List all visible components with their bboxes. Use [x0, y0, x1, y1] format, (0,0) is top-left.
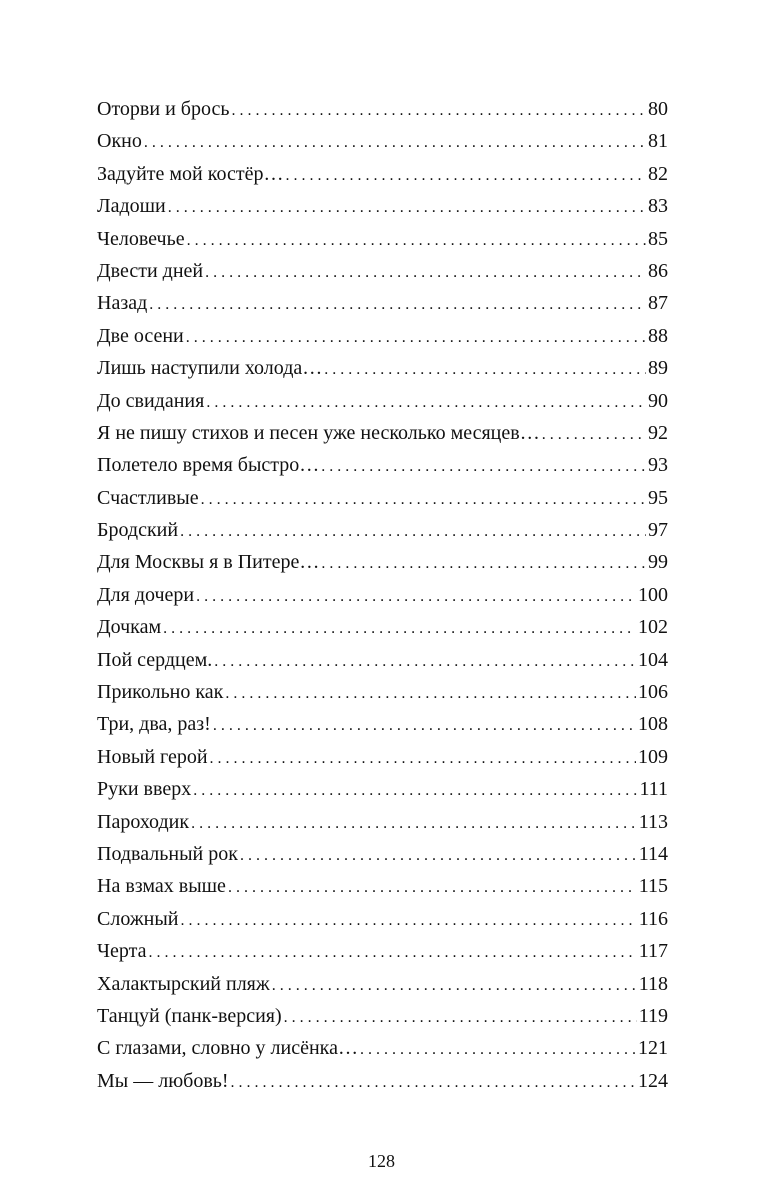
- toc-entry: [97, 385, 668, 417]
- toc-entry-title: Для дочери: [97, 583, 195, 606]
- dot-leader: [240, 840, 637, 872]
- toc-entry-title: Дочкам: [97, 616, 162, 639]
- toc-entry: [97, 806, 668, 838]
- toc-entry-title: Для Москвы я в Питере…: [97, 551, 320, 574]
- toc-entry-title: Халактырский пляж: [97, 972, 270, 995]
- toc-entry: [97, 158, 668, 190]
- toc-entry: [97, 968, 668, 1000]
- toc-entry: [97, 320, 668, 352]
- toc-entry-title: Подвальный рок: [97, 842, 238, 865]
- toc-entry-page: 124: [638, 1069, 668, 1092]
- toc-entry: [97, 903, 668, 935]
- table-of-contents: [97, 93, 668, 1097]
- toc-entry: [97, 741, 668, 773]
- toc-entry-title: Две осени: [97, 324, 184, 347]
- toc-entry: [97, 546, 668, 578]
- toc-entry-title: Ладоши: [97, 195, 166, 218]
- toc-entry: [97, 352, 668, 384]
- toc-entry-page: 117: [638, 940, 668, 963]
- dot-leader: [210, 743, 636, 775]
- toc-entry-page: 100: [638, 583, 668, 606]
- toc-entry-title: Три, два, раз!: [97, 713, 211, 736]
- dot-leader: [228, 872, 637, 904]
- toc-entry-title: До свидания: [97, 389, 205, 412]
- toc-entry-page: 109: [638, 745, 668, 768]
- toc-entry-page: 119: [638, 1004, 668, 1027]
- dot-leader: [206, 387, 646, 419]
- toc-entry-title: Мы — любовь!: [97, 1069, 229, 1092]
- toc-entry-title: Новый герой: [97, 745, 208, 768]
- toc-entry: [97, 676, 668, 708]
- toc-entry-page: 111: [639, 778, 668, 801]
- toc-entry-page: 113: [638, 810, 668, 833]
- toc-entry-title: Двести дней: [97, 259, 204, 282]
- toc-entry-page: 90: [648, 389, 668, 412]
- dot-leader: [149, 289, 646, 321]
- toc-entry: [97, 93, 668, 125]
- toc-entry: [97, 1000, 668, 1032]
- toc-entry-page: 116: [638, 907, 668, 930]
- dot-leader: [360, 1034, 636, 1066]
- toc-entry-title: Оторви и брось: [97, 98, 230, 120]
- toc-entry-page: 106: [638, 681, 668, 704]
- toc-entry-title: Руки вверх: [97, 778, 192, 801]
- dot-leader: [168, 192, 646, 224]
- toc-entry-title: На взмах выше: [97, 875, 226, 898]
- toc-entry: [97, 870, 668, 902]
- toc-entry-page: 108: [638, 713, 668, 736]
- dot-leader: [324, 354, 646, 386]
- toc-entry-title: С глазами, словно у лисёнка…: [97, 1037, 358, 1060]
- toc-entry-page: 81: [648, 130, 668, 153]
- toc-entry-title: Пой сердцем.: [97, 648, 213, 671]
- toc-entry-title: Назад: [97, 292, 148, 315]
- toc-entry: [97, 1065, 668, 1097]
- toc-entry-page: 95: [648, 486, 668, 509]
- toc-entry-title: Танцуй (панк-версия): [97, 1004, 282, 1027]
- toc-entry: [97, 255, 668, 287]
- toc-entry: [97, 449, 668, 481]
- dot-leader: [542, 419, 646, 451]
- dot-leader: [231, 1067, 636, 1099]
- dot-leader: [231, 95, 646, 127]
- toc-entry-title: Полетело время быстро…: [97, 454, 320, 477]
- toc-entry-title: Сложный: [97, 907, 179, 930]
- dot-leader: [193, 775, 637, 807]
- toc-entry-title: Черта: [97, 940, 147, 963]
- page-number: 128: [368, 1151, 395, 1171]
- toc-entry: [97, 838, 668, 870]
- toc-entry-page: 114: [638, 842, 668, 865]
- dot-leader: [201, 484, 646, 516]
- toc-entry: [97, 579, 668, 611]
- toc-entry: [97, 935, 668, 967]
- toc-entry-title: Окно: [97, 130, 142, 153]
- dot-leader: [284, 1002, 637, 1034]
- toc-entry-title: Бродский: [97, 519, 179, 542]
- toc-entry-title: Я не пишу стихов и песен уже несколько месяцев…: [97, 421, 540, 444]
- dot-leader: [205, 257, 646, 289]
- toc-entry: [97, 708, 668, 740]
- dot-leader: [214, 646, 636, 678]
- toc-entry: [97, 417, 668, 449]
- dot-leader: [213, 710, 636, 742]
- toc-entry: [97, 644, 668, 676]
- toc-entry-page: 85: [648, 227, 668, 250]
- toc-entry: [97, 514, 668, 546]
- dot-leader: [196, 581, 636, 613]
- dot-leader: [285, 160, 646, 192]
- toc-entry: [97, 611, 668, 643]
- toc-entry: [97, 287, 668, 319]
- toc-entry-page: 82: [648, 162, 668, 185]
- toc-entry-page: 80: [648, 98, 668, 120]
- toc-entry-title: Пароходик: [97, 810, 190, 833]
- toc-entry-page: 83: [648, 195, 668, 218]
- dot-leader: [225, 678, 636, 710]
- dot-leader: [191, 808, 637, 840]
- toc-entry-title: Счастливые: [97, 486, 199, 509]
- toc-entry-title: Человечье: [97, 227, 185, 250]
- dot-leader: [144, 127, 646, 159]
- toc-entry: [97, 190, 668, 222]
- toc-entry-page: 104: [638, 648, 668, 671]
- dot-leader: [321, 548, 646, 580]
- dot-leader: [272, 970, 637, 1002]
- toc-entry: [97, 1032, 668, 1064]
- toc-entry-page: 86: [648, 259, 668, 282]
- toc-entry: [97, 223, 668, 255]
- toc-entry-page: 87: [648, 292, 668, 315]
- toc-entry-page: 118: [638, 972, 668, 995]
- toc-entry-page: 92: [648, 421, 668, 444]
- toc-entry-page: 102: [638, 616, 668, 639]
- toc-entry-title: Лишь наступили холода…: [97, 357, 323, 380]
- dot-leader: [148, 937, 636, 969]
- dot-leader: [321, 451, 646, 483]
- toc-entry-page: 89: [648, 357, 668, 380]
- dot-leader: [187, 225, 646, 257]
- dot-leader: [180, 516, 646, 548]
- toc-entry-page: 93: [648, 454, 668, 477]
- toc-entry-title: Прикольно как: [97, 681, 224, 704]
- toc-entry: [97, 482, 668, 514]
- toc-entry-page: 115: [638, 875, 668, 898]
- dot-leader: [180, 905, 636, 937]
- toc-entry-title: Задуйте мой костёр…: [97, 162, 284, 185]
- toc-entry-page: 121: [638, 1037, 668, 1060]
- toc-entry-page: 99: [648, 551, 668, 574]
- toc-entry-page: 97: [648, 519, 668, 542]
- toc-entry-page: 88: [648, 324, 668, 347]
- dot-leader: [163, 613, 636, 645]
- dot-leader: [186, 322, 646, 354]
- toc-entry: [97, 773, 668, 805]
- toc-entry: [97, 125, 668, 157]
